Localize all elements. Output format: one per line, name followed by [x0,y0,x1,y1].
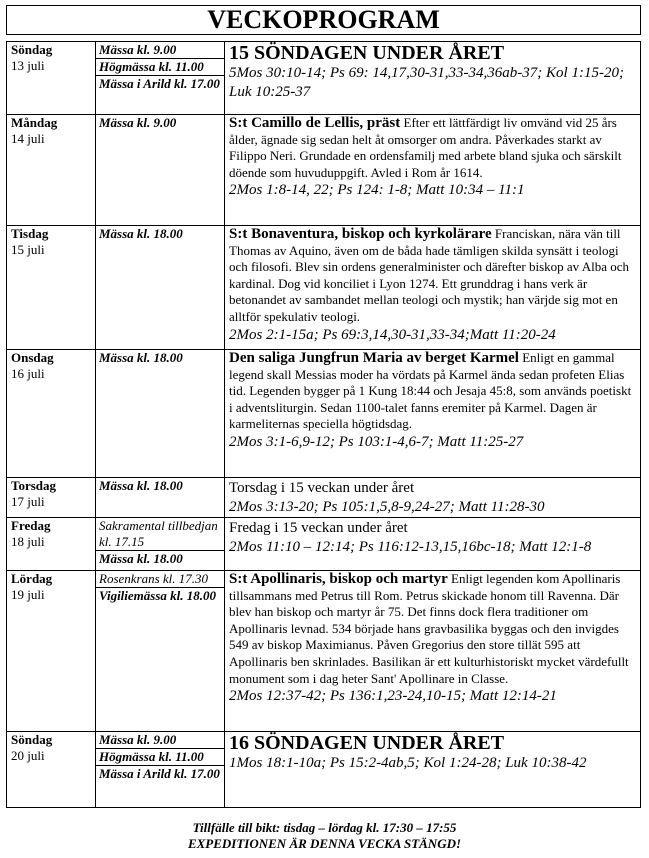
day-name: Tisdag [11,226,49,241]
scripture-readings: 2Mos 11:10 – 12:14; Ps 116:12-13,15,16bc-18; Matt 12:1-8 [229,539,592,555]
day-name: Onsdag [11,350,54,365]
day-date: 17 juli [11,494,45,509]
liturgy-cell [225,115,641,226]
liturgy-cell [225,571,641,732]
scripture-readings: 2Mos 1:8-14, 22; Ps 124: 1-8; Matt 10:34 – 11:1 [229,182,525,199]
mass-time: Mässa kl. 18.00 [99,551,183,566]
day-name: Måndag [11,115,58,130]
day-cell [7,518,96,571]
mass-times-cell [96,42,225,115]
day-row [7,115,641,226]
mass-time: Sakramental tillbedjan kl. 17.15 [96,518,224,551]
mass-time: Mässa kl. 18.00 [99,350,183,365]
day-cell [7,571,96,732]
feast-title: S:t Camillo de Lellis, präst [229,115,401,131]
weekday-title: Fredag i 15 veckan under året [229,520,408,536]
mass-time: Högmässa kl. 11.00 [96,749,224,766]
mass-time: Rosenkrans kl. 17.30 [96,571,224,588]
day-cell [7,350,96,478]
mass-time: Mässa i Arild kl. 17.00 [99,766,220,781]
mass-time: Mässa kl. 18.00 [99,226,183,241]
day-date: 15 juli [11,242,45,257]
feast-title: S:t Bonaventura, biskop och kyrkolärare [229,226,492,242]
feast-description: Efter ett lättfärdigt liv omvänd vid 25 års ålder, ägnade sig sedan helt åt omsorger om andra. Påverkades starkt av Filippo Neri. Grundade en ordensfamilj med arbete bland sjuka och särskilt döende som huvuduppgift. Avled i Rom år 1614. [229,115,622,180]
day-date: 20 juli [11,748,45,763]
day-date: 19 juli [11,587,45,602]
mass-times-cell [96,478,225,518]
liturgy-cell [225,478,641,518]
day-cell [7,732,96,808]
mass-times-cell [96,732,225,808]
mass-time: Mässa kl. 9.00 [96,732,224,749]
scripture-readings: 2Mos 3:13-20; Ps 105:1,5,8-9,24-27; Matt 11:28-30 [229,499,545,515]
feast-description: Franciskan, nära vän till Thomas av Aquino, även om de båda hade tämligen skilda synsätt i teologi och filosofi. Blev sin ordens generalminister och därefter biskop av Alba och kardinal. Dog vid konciliet i Lyon 1274. Ett grunddrag i hans verk är betonandet av sambandet mellan teologi och mystik; han värjde sig mot en alltför spekulativ teologi. [229,226,630,324]
feast-title: S:t Apollinaris, biskop och martyr [229,571,448,587]
day-name: Söndag [11,42,53,57]
day-name: Lördag [11,571,53,586]
day-cell [7,226,96,350]
day-row [7,571,641,732]
liturgy-cell [225,350,641,478]
liturgy-cell [225,42,641,115]
day-row [7,478,641,518]
sunday-heading: 16 SÖNDAGEN UNDER ÅRET [229,732,505,754]
week-schedule-table [6,41,641,808]
mass-times-cell [96,115,225,226]
mass-times-cell [96,226,225,350]
liturgy-cell [225,226,641,350]
day-row [7,42,641,115]
day-date: 18 juli [11,534,45,549]
scripture-readings: 1Mos 18:1-10a; Ps 15:2-4ab,5; Kol 1:24-28; Luk 10:38-42 [229,755,587,771]
scripture-readings: 2Mos 12:37-42; Ps 136:1,23-24,10-15; Matt 12:14-21 [229,688,557,705]
page-title: VECKOPROGRAM [6,5,641,35]
mass-time: Mässa kl. 18.00 [99,478,183,493]
mass-times-cell [96,571,225,732]
day-date: 13 juli [11,58,45,73]
feast-title: Den saliga Jungfrun Maria av berget Karmel [229,350,519,366]
scripture-readings: 2Mos 2:1-15a; Ps 69:3,14,30-31,33-34;Matt 11:20-24 [229,326,556,343]
day-row [7,518,641,571]
day-name: Fredag [11,518,51,533]
confession-times-note: Tillfälle till bikt: tisdag – lördag kl. 17:30 – 17:55 [192,820,457,835]
feast-description: Enligt en gammal legend skall Messias moder ha vördats på Karmel ända sedan profeten Elias tid. Legenden bygger på 1 Kung 18:44 och Jesaja 45:8, som används poetiskt i adventsliturgin. Sedan 1100-talet fanns eremiter på Karmel. Dagen är karmeliternas speciella högtidsdag. [229,350,632,432]
mass-time: Mässa i Arild kl. 17.00 [99,76,220,91]
office-closed-note: EXPEDITIONEN ÄR DENNA VECKA STÄNGD! [187,836,462,851]
sunday-heading: 15 SÖNDAGEN UNDER ÅRET [229,42,505,64]
mass-time: Högmässa kl. 11.00 [96,59,224,76]
day-row [7,732,641,808]
day-cell [7,115,96,226]
day-date: 16 juli [11,366,45,381]
liturgy-cell [225,732,641,808]
liturgy-cell [225,518,641,571]
day-name: Söndag [11,732,53,747]
day-cell [7,42,96,115]
scripture-readings: 5Mos 30:10-14; Ps 69: 14,17,30-31,33-34,36ab-37; Kol 1:15-20; Luk 10:25-37 [229,65,624,100]
mass-times-cell [96,350,225,478]
day-cell [7,478,96,518]
day-name: Torsdag [11,478,57,493]
mass-time: Mässa kl. 9.00 [96,42,224,59]
day-date: 14 juli [11,131,45,146]
weekday-title: Torsdag i 15 veckan under året [229,480,415,496]
day-row [7,350,641,478]
day-row [7,226,641,350]
feast-description: Enligt legenden kom Apollinaris tillsammans med Petrus till Rom. Petrus skickade honom till Ravenna. Där blev han biskop och martyr år 75. Det finns dock flera traditioner om Apollinaris levnad. 534 började hans gravbasilika byggas och den invigdes 549 av biskop Maximianus. Påven Gregorius den store tillät 595 att Apollinaris ben skrinlades. Basilikan är ett kulturhistoriskt mycket värdefullt monument som i dag heter Sant' Apollinare in Classe. [229,571,629,686]
scripture-readings: 2Mos 3:1-6,9-12; Ps 103:1-4,6-7; Matt 11:25-27 [229,433,524,450]
mass-time: Vigiliemässa kl. 18.00 [99,588,217,603]
mass-time: Mässa kl. 9.00 [99,115,177,130]
mass-times-cell [96,518,225,571]
